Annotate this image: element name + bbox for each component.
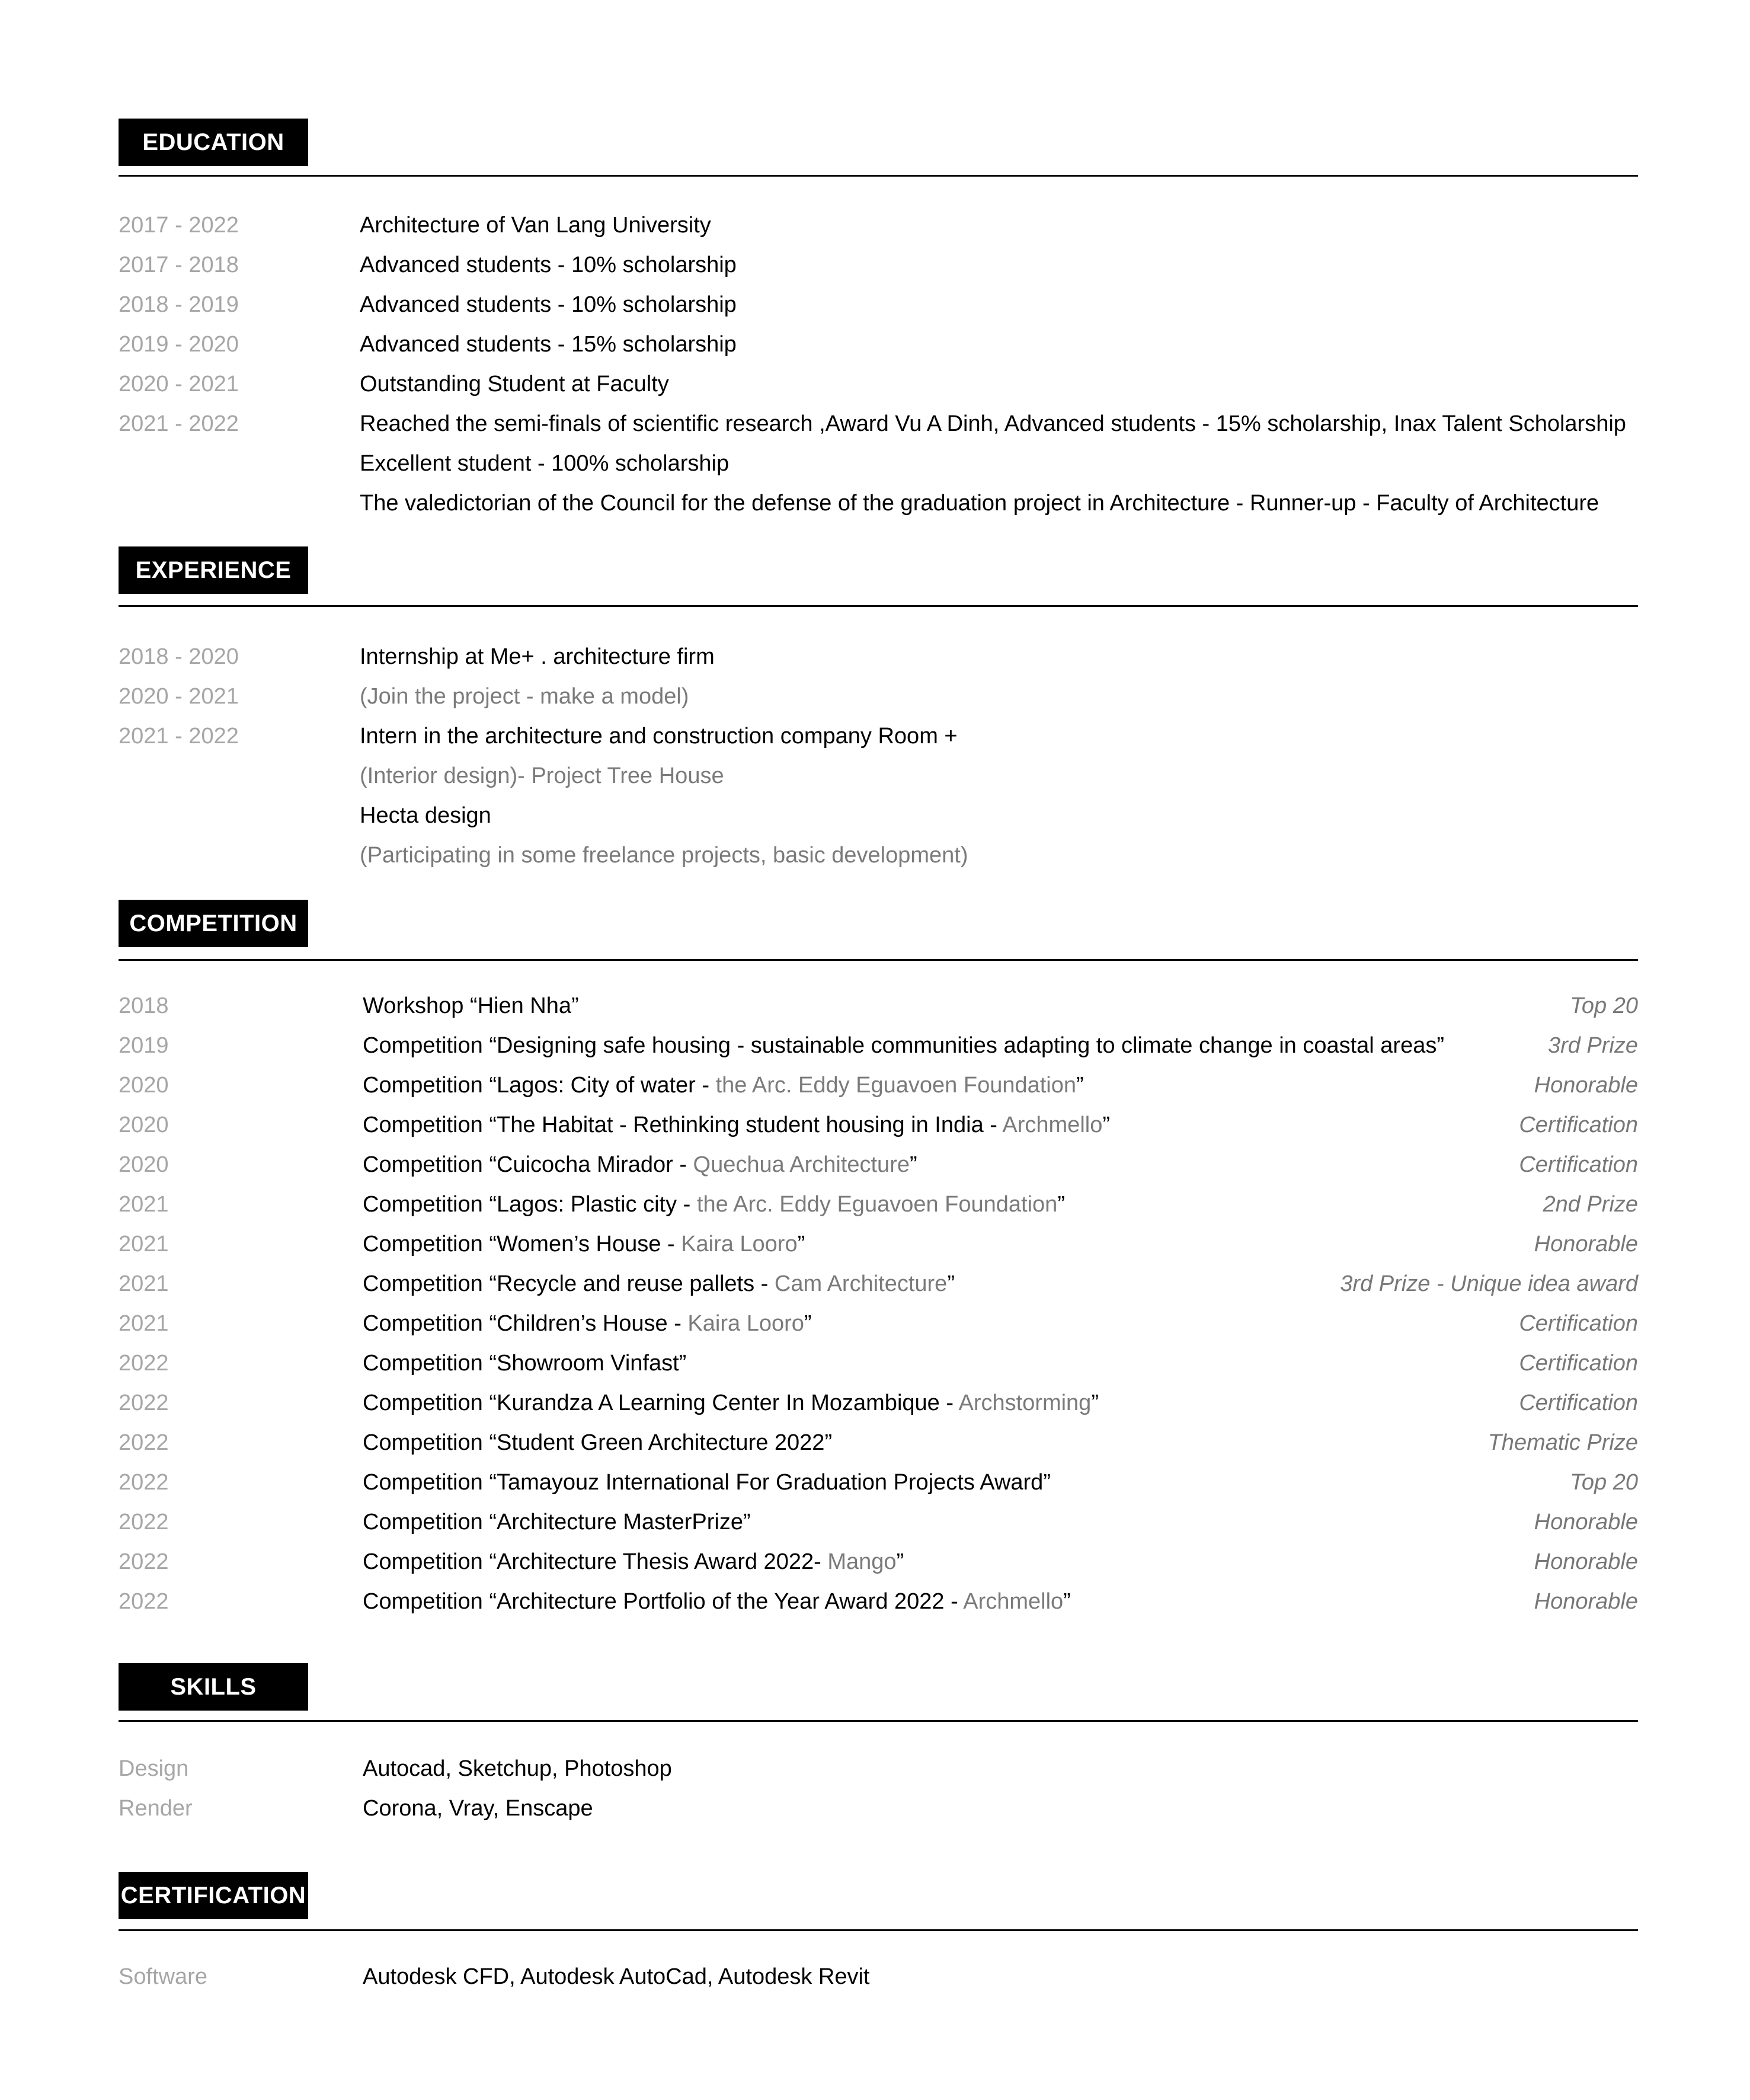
list-item [119, 484, 1638, 523]
certification-heading: CERTIFICATION [119, 1872, 308, 1919]
year: 2018 - 2019 [119, 292, 239, 317]
year: 2020 [119, 1073, 169, 1098]
skill-tools: Autocad, Sketchup, Photoshop [363, 1756, 672, 1781]
award: Top 20 [1570, 1470, 1638, 1495]
table-row [119, 1026, 1638, 1066]
list-item [119, 245, 1638, 285]
year: 2022 [119, 1391, 169, 1415]
competition-name: Competition “Cuicocha Mirador - Quechua Architecture” [363, 1152, 917, 1177]
education-divider [119, 175, 1638, 177]
table-row [119, 1105, 1638, 1145]
list-item [119, 836, 1638, 875]
description: Advanced students - 10% scholarship [360, 252, 737, 277]
table-row [119, 1463, 1638, 1503]
skills-divider [119, 1720, 1638, 1722]
education-heading: EDUCATION [119, 119, 308, 166]
experience-heading: EXPERIENCE [119, 546, 308, 594]
description: Intern in the architecture and construction company Room + [360, 724, 958, 749]
year: 2017 - 2022 [119, 213, 239, 238]
competition-name: Competition “The Habitat - Rethinking student housing in India - Archmello” [363, 1113, 1110, 1137]
year: 2018 [119, 993, 169, 1018]
award: Top 20 [1570, 993, 1638, 1018]
year: 2022 [119, 1351, 169, 1376]
description: Advanced students - 15% scholarship [360, 332, 737, 357]
year: 2021 [119, 1232, 169, 1257]
award: Certification [1519, 1113, 1638, 1137]
competition-name: Competition “Lagos: City of water - the Arc. Eddy Eguavoen Foundation” [363, 1073, 1084, 1098]
competition-name: Competition “Student Green Architecture 2022” [363, 1430, 833, 1455]
list-item [119, 637, 1638, 677]
year: 2020 - 2021 [119, 684, 239, 709]
list-item [119, 756, 1638, 796]
description: Hecta design [360, 803, 491, 828]
year: 2020 [119, 1113, 169, 1137]
table-row [119, 1383, 1638, 1423]
competition-name: Competition “Lagos: Plastic city - the Arc. Eddy Eguavoen Foundation” [363, 1192, 1065, 1217]
year: 2021 [119, 1311, 169, 1336]
certification-names: Autodesk CFD, Autodesk AutoCad, Autodesk Revit [363, 1964, 870, 1989]
award: 3rd Prize [1547, 1033, 1638, 1058]
list-item [119, 285, 1638, 325]
description: Excellent student - 100% scholarship [360, 451, 730, 476]
year: 2017 - 2018 [119, 252, 239, 277]
competition-heading: COMPETITION [119, 900, 308, 947]
competition-name: Competition “Kurandza A Learning Center In Mozambique - Archstorming” [363, 1391, 1099, 1415]
table-row [119, 1423, 1638, 1463]
table-row [119, 1344, 1638, 1383]
award: Thematic Prize [1487, 1430, 1638, 1455]
certification-divider [119, 1929, 1638, 1931]
list-item [119, 365, 1638, 404]
year: 2020 - 2021 [119, 372, 239, 397]
award: Certification [1519, 1391, 1638, 1415]
competition-name: Workshop “Hien Nha” [363, 993, 579, 1018]
table-row [119, 1582, 1638, 1622]
education-list [119, 206, 1638, 523]
competition-name: Competition “Architecture MasterPrize” [363, 1510, 751, 1535]
description: Reached the semi-finals of scientific research ,Award Vu A Dinh, Advanced students - 15% scholarship, Inax Talent Scholarship [360, 411, 1626, 436]
award: Honorable [1534, 1232, 1638, 1257]
list-item [119, 1749, 1638, 1789]
competition-list [119, 986, 1638, 1622]
year: 2022 [119, 1510, 169, 1535]
skill-category: Design [119, 1756, 189, 1781]
year: 2021 [119, 1192, 169, 1217]
award: 2nd Prize [1543, 1192, 1638, 1217]
list-item [119, 717, 1638, 756]
year: 2018 - 2020 [119, 644, 239, 669]
list-item [119, 444, 1638, 484]
award: Honorable [1534, 1589, 1638, 1614]
list-item [119, 1789, 1638, 1829]
table-row [119, 1145, 1638, 1185]
description: (Participating in some freelance projects, basic development) [360, 843, 968, 868]
year: 2020 [119, 1152, 169, 1177]
award: Certification [1519, 1152, 1638, 1177]
year: 2021 - 2022 [119, 724, 239, 749]
certification-list [119, 1957, 1638, 1997]
list-item [119, 325, 1638, 365]
skill-category: Render [119, 1796, 193, 1821]
description: Architecture of Van Lang University [360, 213, 711, 238]
year: 2019 - 2020 [119, 332, 239, 357]
competition-name: Competition “Children’s House - Kaira Looro” [363, 1311, 812, 1336]
list-item [119, 206, 1638, 245]
competition-name: Competition “Architecture Portfolio of the Year Award 2022 - Archmello” [363, 1589, 1071, 1614]
description: Advanced students - 10% scholarship [360, 292, 737, 317]
award: Honorable [1534, 1073, 1638, 1098]
year: 2021 [119, 1271, 169, 1296]
description: (Interior design)- Project Tree House [360, 763, 724, 788]
year: 2022 [119, 1470, 169, 1495]
skills-heading: SKILLS [119, 1663, 308, 1711]
competition-name: Competition “Designing safe housing - sustainable communities adapting to climate change in coastal areas” [363, 1033, 1445, 1058]
competition-name: Competition “Architecture Thesis Award 2022- Mango” [363, 1549, 904, 1574]
year: 2022 [119, 1430, 169, 1455]
description: Outstanding Student at Faculty [360, 372, 669, 397]
table-row [119, 1225, 1638, 1264]
list-item [119, 677, 1638, 717]
table-row [119, 1264, 1638, 1304]
table-row [119, 1185, 1638, 1225]
table-row [119, 986, 1638, 1026]
year: 2019 [119, 1033, 169, 1058]
competition-name: Competition “Tamayouz International For Graduation Projects Award” [363, 1470, 1051, 1495]
experience-divider [119, 605, 1638, 607]
description: Internship at Me+ . architecture firm [360, 644, 715, 669]
award: Honorable [1534, 1510, 1638, 1535]
description: (Join the project - make a model) [360, 684, 689, 709]
list-item [119, 796, 1638, 836]
list-item [119, 1957, 1638, 1997]
skill-tools: Corona, Vray, Enscape [363, 1796, 593, 1821]
competition-divider [119, 959, 1638, 961]
table-row [119, 1503, 1638, 1542]
list-item [119, 404, 1638, 444]
experience-list [119, 637, 1638, 875]
certification-category: Software [119, 1964, 207, 1989]
award: Honorable [1534, 1549, 1638, 1574]
award: Certification [1519, 1311, 1638, 1336]
table-row [119, 1304, 1638, 1344]
description: The valedictorian of the Council for the defense of the graduation project in Architecture - Runner-up - Faculty of Architecture [360, 491, 1599, 516]
award: Certification [1519, 1351, 1638, 1376]
table-row [119, 1542, 1638, 1582]
table-row [119, 1066, 1638, 1105]
year: 2021 - 2022 [119, 411, 239, 436]
year: 2022 [119, 1549, 169, 1574]
competition-name: Competition “Women’s House - Kaira Looro” [363, 1232, 805, 1257]
competition-name: Competition “Showroom Vinfast” [363, 1351, 687, 1376]
award: 3rd Prize - Unique idea award [1340, 1271, 1638, 1296]
year: 2022 [119, 1589, 169, 1614]
skills-list [119, 1749, 1638, 1829]
competition-name: Competition “Recycle and reuse pallets - Cam Architecture” [363, 1271, 955, 1296]
